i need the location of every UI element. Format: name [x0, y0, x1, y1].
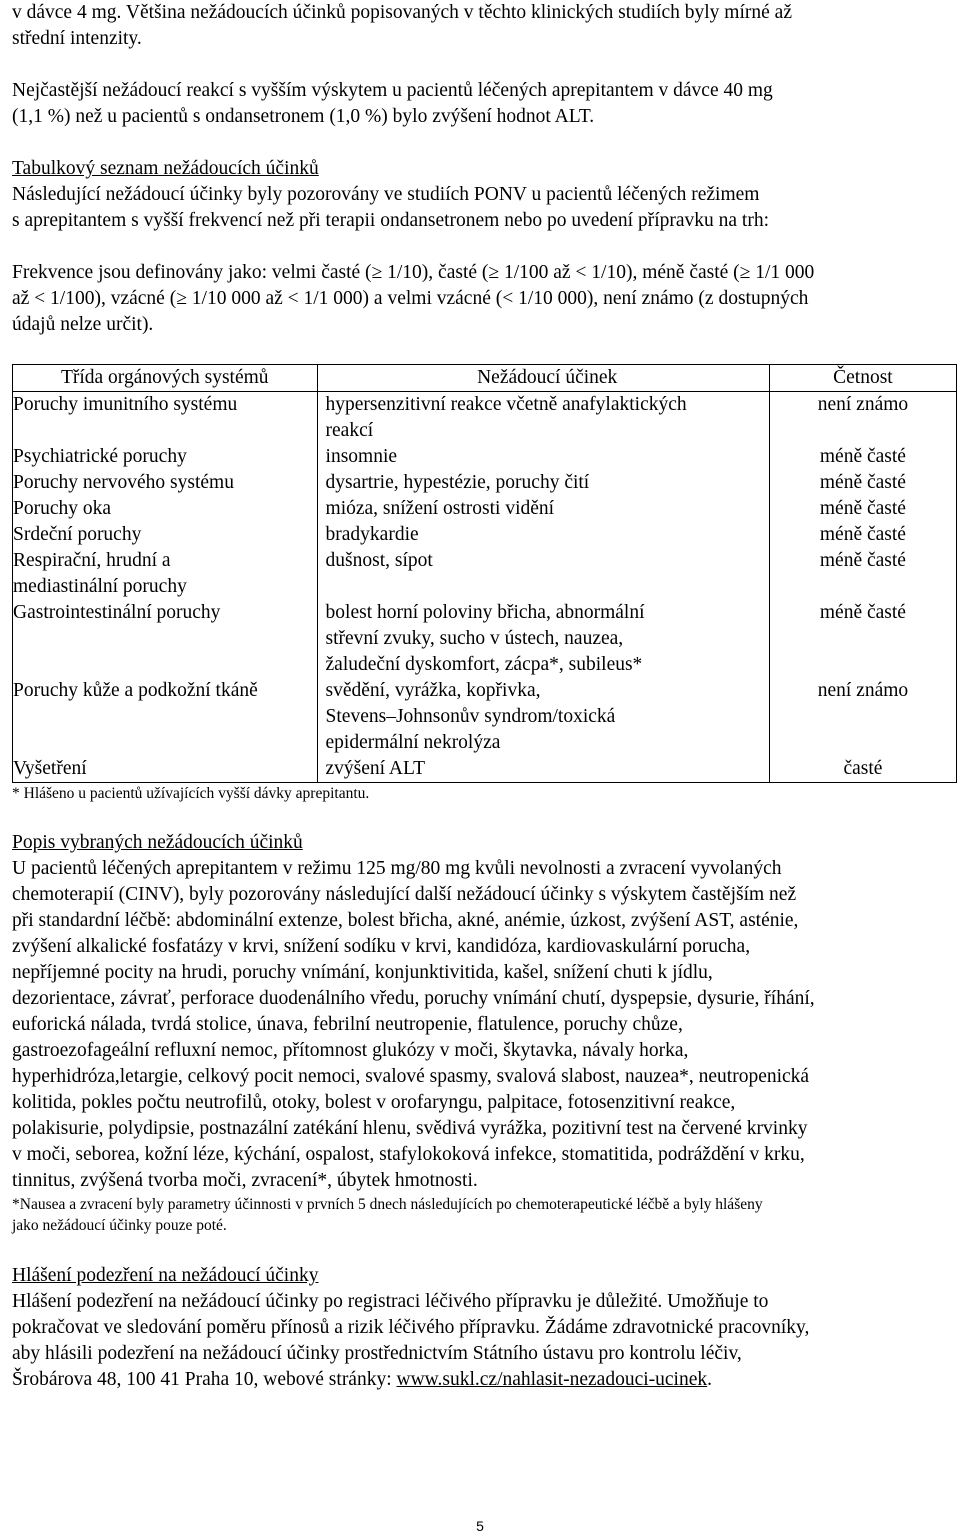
effect-cell: [317, 678, 769, 756]
effect-cell-line: hypersenzitivní reakce včetně anafylaktických: [325, 394, 687, 415]
frequency-cell: méně časté: [769, 496, 956, 522]
soc-cell: [13, 548, 318, 600]
document-page: [12, 0, 950, 1393]
intro-line: střední intenzity.: [12, 28, 142, 49]
selected-line: chemoterapií (CINV), byly pozorovány následující další nežádoucí účinky s výskytem častějším než: [12, 884, 797, 905]
reporting-text: pokračovat ve sledování poměru přínosů a rizik léčivého přípravku. Žádáme zdravotnické pracovníky,: [12, 1317, 810, 1338]
effect-cell: [317, 392, 769, 445]
tabular-text: Následující nežádoucí účinky byly pozorovány ve studiích PONV u pacientů léčených režimem: [12, 184, 760, 205]
frequency-definition: až < 1/100), vzácné (≥ 1/10 000 až < 1/1 000) a velmi vzácné (< 1/10 000), není známo (z dostupných: [12, 288, 809, 309]
effect-cell-line: žaludeční dyskomfort, zácpa*, subileus*: [325, 654, 643, 675]
table-header-row: [13, 365, 957, 392]
selected-line: U pacientů léčených aprepitantem v režimu 125 mg/80 mg kvůli nevolnosti a zvracení vyvolaných: [12, 858, 782, 879]
soc-cell-line: Vyšetření: [13, 758, 87, 779]
intro-line: v dávce 4 mg. Většina nežádoucích účinků popisovaných v těchto klinických studiích byly mírné až: [12, 2, 792, 23]
reporting-heading: Hlášení podezření na nežádoucí účinky: [12, 1265, 319, 1286]
selected-line: euforická nálada, tvrdá stolice, únava, febrilní neutropenie, flatulence, poruchy chůze,: [12, 1014, 683, 1035]
reporting-address: Šrobárova 48, 100 41 Praha 10, webové stránky:: [12, 1369, 397, 1390]
selected-line: gastroezofageální refluxní nemoc, přítomnost glukózy v moči, škytavka, návaly horka,: [12, 1040, 689, 1061]
soc-cell-line: mediastinální poruchy: [13, 576, 187, 597]
soc-cell-line: Srdeční poruchy: [13, 524, 142, 545]
effect-cell-line: mióza, snížení ostrosti vidění: [325, 498, 555, 519]
frequency-cell: časté: [769, 756, 956, 783]
header-soc: Třída orgánových systémů: [13, 365, 318, 392]
soc-cell: [13, 756, 318, 783]
reporting-text: [12, 1367, 950, 1393]
sukl-link[interactable]: www.sukl.cz/nahlasit-nezadouci-ucinek: [396, 1369, 708, 1390]
reporting-end: .: [707, 1369, 713, 1390]
frequency-definition: Frekvence jsou definovány jako: velmi časté (≥ 1/10), časté (≥ 1/100 až < 1/10), méně časté (≥ 1/1 000: [12, 262, 815, 283]
frequency-cell: méně časté: [769, 470, 956, 496]
soc-cell-line: Poruchy nervového systému: [13, 472, 234, 493]
selected-line: polakisurie, polydipsie, postnazální zatékání hlenu, svědivá vyrážka, pozitivní test na červené krvinky: [12, 1118, 808, 1139]
tabular-heading: Tabulkový seznam nežádoucích účinků: [12, 158, 319, 179]
soc-cell: [13, 600, 318, 678]
intro-line: Nejčastější nežádoucí reakcí s vyšším výskytem u pacientů léčených aprepitantem v dávce 40 mg: [12, 80, 773, 101]
soc-cell-line: Psychiatrické poruchy: [13, 446, 187, 467]
table-row: [13, 496, 957, 522]
soc-cell-line: Gastrointestinální poruchy: [13, 602, 221, 623]
frequency-cell: není známo: [769, 678, 956, 756]
header-frequency: Četnost: [769, 365, 956, 392]
header-effect: Nežádoucí účinek: [317, 365, 769, 392]
soc-cell: [13, 522, 318, 548]
intro-line: (1,1 %) než u pacientů s ondansetronem (1,0 %) bylo zvýšení hodnot ALT.: [12, 106, 595, 127]
effect-cell: [317, 756, 769, 783]
selected-line: hyperhidróza,letargie, celkový pocit nemoci, svalové spasmy, svalová slabost, nauzea*, neutropenická: [12, 1066, 810, 1087]
table-row: [13, 548, 957, 600]
frequency-cell: není známo: [769, 392, 956, 445]
effect-cell-line: dušnost, sípot: [325, 550, 433, 571]
table-footnote: * Hlášeno u pacientů užívajících vyšší dávky aprepitantu.: [12, 785, 370, 802]
soc-cell-line: Respirační, hrudní a: [13, 550, 171, 571]
reporting-text: aby hlásili podezření na nežádoucí účinky prostřednictvím Státního ústavu pro kontrolu léčiv,: [12, 1343, 742, 1364]
selected-line: nepříjemné pocity na hrudi, poruchy vnímání, konjunktivitida, kašel, snížení chuti k jídlu,: [12, 962, 713, 983]
table-row: [13, 470, 957, 496]
table-row: [13, 600, 957, 678]
selected-line: zvýšení alkalické fosfatázy v krvi, snížení sodíku v krvi, kandidóza, kardiovaskulární porucha,: [12, 936, 751, 957]
effect-cell: [317, 496, 769, 522]
effect-cell-line: střevní zvuky, sucho v ústech, nauzea,: [325, 628, 624, 649]
soc-cell: [13, 678, 318, 756]
tabular-text: s aprepitantem s vyšší frekvencí než při terapii ondansetronem nebo po uvedení přípravku na trh:: [12, 210, 770, 231]
effect-cell-line: insomnie: [325, 446, 398, 467]
effect-cell-line: bolest horní poloviny břicha, abnormální: [325, 602, 645, 623]
soc-cell: [13, 392, 318, 445]
frequency-cell: méně časté: [769, 600, 956, 678]
page-number: 5: [476, 1518, 484, 1534]
effect-cell-line: zvýšení ALT: [325, 758, 426, 779]
selected-note: *Nausea a zvracení byly parametry účinnosti v prvních 5 dnech následujících po chemoterapeutické léčbě a byly hlášeny: [12, 1196, 763, 1213]
effect-cell: [317, 470, 769, 496]
soc-cell-line: Poruchy oka: [13, 498, 112, 519]
selected-text: [12, 856, 950, 1194]
selected-line: dezorientace, závrať, perforace duodenálního vředu, poruchy vnímání chutí, dyspepsie, dysurie, říhání,: [12, 988, 815, 1009]
frequency-cell: méně časté: [769, 444, 956, 470]
effect-cell: [317, 444, 769, 470]
soc-cell: [13, 470, 318, 496]
frequency-cell: méně časté: [769, 522, 956, 548]
soc-cell-line: Poruchy imunitního systému: [13, 394, 238, 415]
effect-cell-line: dysartrie, hypestézie, poruchy čití: [325, 472, 590, 493]
table-row: [13, 522, 957, 548]
effect-cell-line: bradykardie: [325, 524, 419, 545]
table-row: [13, 444, 957, 470]
table-row: [13, 678, 957, 756]
soc-cell: [13, 444, 318, 470]
selected-heading: Popis vybraných nežádoucích účinků: [12, 832, 303, 853]
effect-cell: [317, 522, 769, 548]
reporting-text: Hlášení podezření na nežádoucí účinky po registraci léčivého přípravku je důležité. Umožňuje to: [12, 1291, 769, 1312]
effect-cell: [317, 548, 769, 600]
effect-cell-line: Stevens–Johnsonův syndrom/toxická: [325, 706, 616, 727]
frequency-cell: méně časté: [769, 548, 956, 600]
effect-cell-line: svědění, vyrážka, kopřivka,: [325, 680, 541, 701]
frequency-definition: údajů nelze určit).: [12, 314, 154, 335]
selected-line: při standardní léčbě: abdominální extenze, bolest břicha, akné, anémie, úzkost, zvýšení AST, asténie,: [12, 910, 799, 931]
table-row: [13, 392, 957, 445]
table-row: [13, 756, 957, 783]
soc-cell: [13, 496, 318, 522]
selected-line: v moči, seborea, kožní léze, kýchání, ospalost, stafylokoková infekce, stomatitida, podráždění v krku,: [12, 1144, 805, 1165]
selected-note: jako nežádoucí účinky pouze poté.: [12, 1217, 227, 1234]
adverse-effects-table: [12, 364, 957, 783]
effect-cell-line: epidermální nekrolýza: [325, 732, 501, 753]
effect-cell-line: reakcí: [325, 420, 374, 441]
selected-line: kolitida, pokles počtu neutrofilů, otoky, bolest v orofaryngu, palpitace, fotosenzitivní reakce,: [12, 1092, 736, 1113]
effect-cell: [317, 600, 769, 678]
selected-line: tinnitus, zvýšená tvorba moči, zvracení*, úbytek hmotnosti.: [12, 1170, 478, 1191]
soc-cell-line: Poruchy kůže a podkožní tkáně: [13, 680, 258, 701]
